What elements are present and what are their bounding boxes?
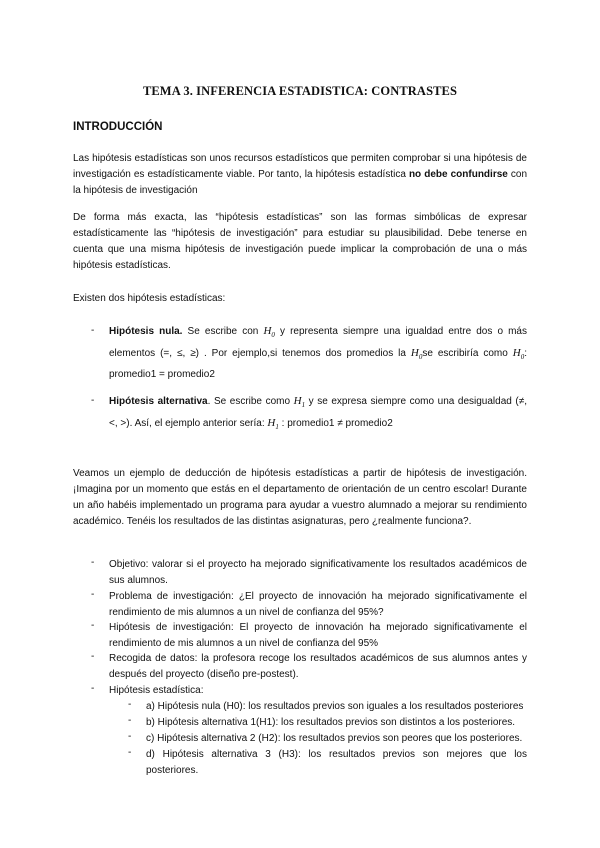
paragraph-example: Veamos un ejemplo de deducción de hipótesis estadísticas a partir de hipótesis de investigación. ¡Imagina por un momento que estás en el departamento de orientación de un centro escolar! Durante un año habéis implementado un programa para ayudar a vuestro alumnado a mejorar su rendimiento académico. Tenéis los resultados de las distintas asignaturas, pero ¿realmente funciona?. xyxy=(73,468,527,527)
sub-list-item: b) Hipótesis alternativa 1(H1): los resultados previos son distintos a los posteriores. xyxy=(146,717,516,728)
bullet-marker: - xyxy=(91,325,95,336)
list-item: Problema de investigación: ¿El proyecto de innovación ha mejorado significativamente el rendimiento de mis alumnos a un nivel de confianza del 95%? xyxy=(109,591,527,618)
paragraph-definition: De forma más exacta, las “hipótesis estadísticas” son las formas simbólicas de expresar estadísticamente las “hipótesis de investigación” para estudiar su plausibilidad. Debe tenerse en cuenta que una misma hipótesis de investigación puede implicar la comprobación de una o más hipótesis estadísticas. xyxy=(73,212,527,271)
paragraph-intro-list: Existen dos hipótesis estadísticas: xyxy=(73,293,226,304)
sub-bullet-marker: - xyxy=(128,747,132,758)
sub-bullet-marker: - xyxy=(128,699,132,710)
sub-bullet-marker: - xyxy=(128,715,132,726)
list-item: Hipótesis de investigación: El proyecto de innovación ha mejorado significativamente el rendimiento de mis alumnos a un nivel de confianza del 95% xyxy=(109,622,527,649)
list-item-h0: Hipótesis nula. Se escribe con $H_0$ y representa siempre una igualdad entre dos o más elementos (=, ≤, ≥) . Por ejemplo,si tenemos dos promedios la $H_0se$ escribiría como $H_0$: promedio1 = promedio2 xyxy=(109,325,527,381)
bullet-marker: - xyxy=(91,651,95,662)
list-item: Hipótesis estadística: xyxy=(109,685,204,696)
bullet-marker: - xyxy=(91,395,95,406)
list-item: Recogida de datos: la profesora recoge los resultados académicos de sus alumnos antes y después del proyecto (diseño pre-postest). xyxy=(109,653,527,680)
section-heading: INTRODUCCIÓN xyxy=(73,121,163,133)
sub-bullet-marker: - xyxy=(128,731,132,742)
paragraph-intro: Las hipótesis estadísticas son unos recursos estadísticos que permiten comprobar si una hipótesis de investigación es estadísticamente viable. Por tanto, la hipótesis estadística no debe confundirse con la hipótesis de investigación xyxy=(73,153,528,196)
sub-list-item: d) Hipótesis alternativa 3 (H3): los resultados previos son mejores que los posteriores. xyxy=(146,749,527,776)
bullet-marker: - xyxy=(91,589,95,600)
list-item: Objetivo: valorar si el proyecto ha mejorado significativamente los resultados académicos de sus alumnos. xyxy=(109,559,527,586)
list-item-h1: Hipótesis alternativa. Se escribe como $H_1$ y se expresa siempre como una desigualdad (≠, <, >). Así, el ejemplo anterior sería: $H_1$ : promedio1 ≠ promedio2 xyxy=(109,395,528,432)
sub-list-item: c) Hipótesis alternativa 2 (H2): los resultados previos son peores que los posteriores. xyxy=(146,733,523,744)
sub-list-item: a) Hipótesis nula (H0): los resultados previos son iguales a los resultados posteriores xyxy=(146,701,524,712)
bullet-marker: - xyxy=(91,683,95,694)
bullet-marker: - xyxy=(91,620,95,631)
bullet-marker: - xyxy=(91,557,95,568)
document-title: TEMA 3. INFERENCIA ESTADISTICA: CONTRASTES xyxy=(142,84,458,98)
